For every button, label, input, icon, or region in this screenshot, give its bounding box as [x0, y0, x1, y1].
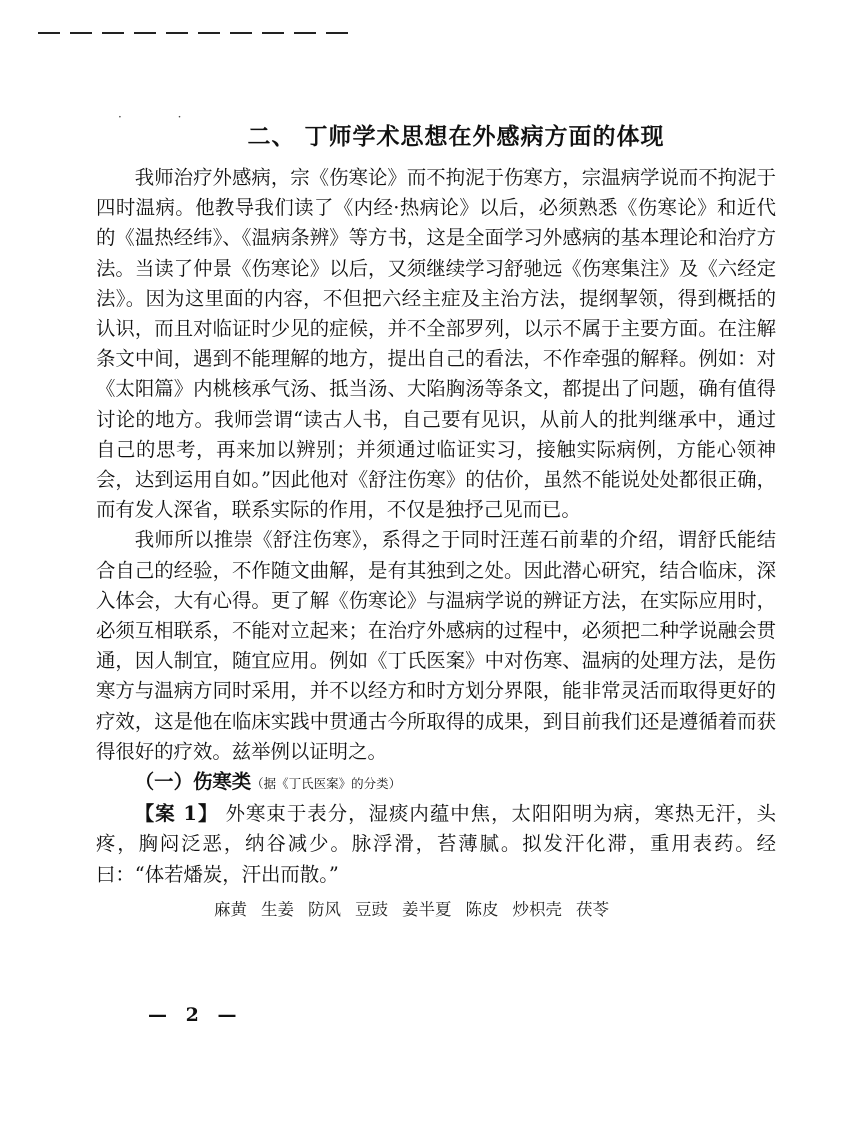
herb-item: 生姜 [261, 899, 294, 919]
page-number: — 2 — [148, 1004, 243, 1026]
case-text: 外寒束于表分，湿痰内蕴中焦，太阳阳明为病，寒热无汗，头疼，胸闷泛恶，纳谷减少。脉浮滑，苔薄腻。拟发汗化滞，重用表药。经曰：“体若燔炭，汗出而散。” [96, 802, 776, 886]
rule-dash [230, 32, 252, 34]
herb-item: 麻黄 [214, 899, 247, 919]
herb-item: 防风 [308, 899, 341, 919]
paragraph-1: 我师治疗外感病，宗《伤寒论》而不拘泥于伤寒方，宗温病学说而不拘泥于四时温病。他教导我们读了《内经·热病论》以后，必须熟悉《伤寒论》和近代的《温热经纬》、《温病条辨》等方书，这是全面学习外感病的基本理论和治疗方法。当读了仲景《伤寒论》以后，又须继续学习舒驰远《伤寒集注》及《六经定法》。因为这里面的内容，不但把六经主症及主治方法，提纲挈领，得到概括的认识，而且对临证时少见的症候，并不全部罗列，以示不属于主要方面。在注解条文中间，遇到不能理解的地方，提出自己的看法，不作牵强的解释。例如：对《太阳篇》内桃核承气汤、抵当汤、大陷胸汤等条文，都提出了问题，确有值得讨论的地方。我师尝谓“读古人书，自己要有见识，从前人的批判继承中，通过自己的思考，再来加以辨别；并须通过临证实习，接触实际病例，方能心领神会，达到运用自如。”因此他对《舒注伤寒》的估价，虽然不能说处处都很正确，而有发人深省，联系实际的作用，不仅是独抒己见而已。 [96, 166, 776, 522]
herb-item: 豆豉 [355, 899, 388, 919]
case-label: 【案 1】 [134, 802, 219, 826]
rule-dash [38, 32, 60, 34]
herb-list [96, 896, 776, 924]
section-title: 二、 丁师学术思想在外感病方面的体现 [247, 123, 665, 150]
category-heading [96, 767, 776, 799]
rule-dash [326, 32, 348, 34]
rule-dash [134, 32, 156, 34]
herb-item: 茯苓 [576, 899, 609, 919]
rule-dash [294, 32, 316, 34]
page-content [96, 118, 776, 924]
rule-dash [198, 32, 220, 34]
rule-dash [102, 32, 124, 34]
category-note: （据《丁氏医案》的分类） [251, 776, 402, 792]
herb-item: 陈皮 [465, 899, 499, 919]
case-1 [96, 799, 776, 890]
herb-item: 炒枳壳 [512, 899, 562, 919]
scan-specks: · · [118, 110, 208, 124]
rule-dash [166, 32, 188, 34]
rule-dash [262, 32, 284, 34]
category-title: （一）伤寒类 [134, 770, 252, 794]
top-dashed-rule [38, 24, 438, 42]
herb-item: 姜半夏 [402, 899, 452, 919]
rule-dash [70, 32, 92, 34]
paragraph-2: 我师所以推崇《舒注伤寒》，系得之于同时汪莲石前辈的介绍，谓舒氏能结合自己的经验，不作随文曲解，是有其独到之处。因此潜心研究，结合临床，深入体会，大有心得。更了解《伤寒论》与温病学说的辨证方法，在实际应用时，必须互相联系，不能对立起来；在治疗外感病的过程中，必须把二种学说融会贯通，因人制宜，随宜应用。例如《丁氏医案》中对伤寒、温病的处理方法，是伤寒方与温病方同时采用，并不以经方和时方划分界限，能非常灵活而取得更好的疗效，这是他在临床实践中贯通古今所取得的成果，到目前我们还是遵循着而获得很好的疗效。兹举例以证明之。 [96, 528, 776, 763]
